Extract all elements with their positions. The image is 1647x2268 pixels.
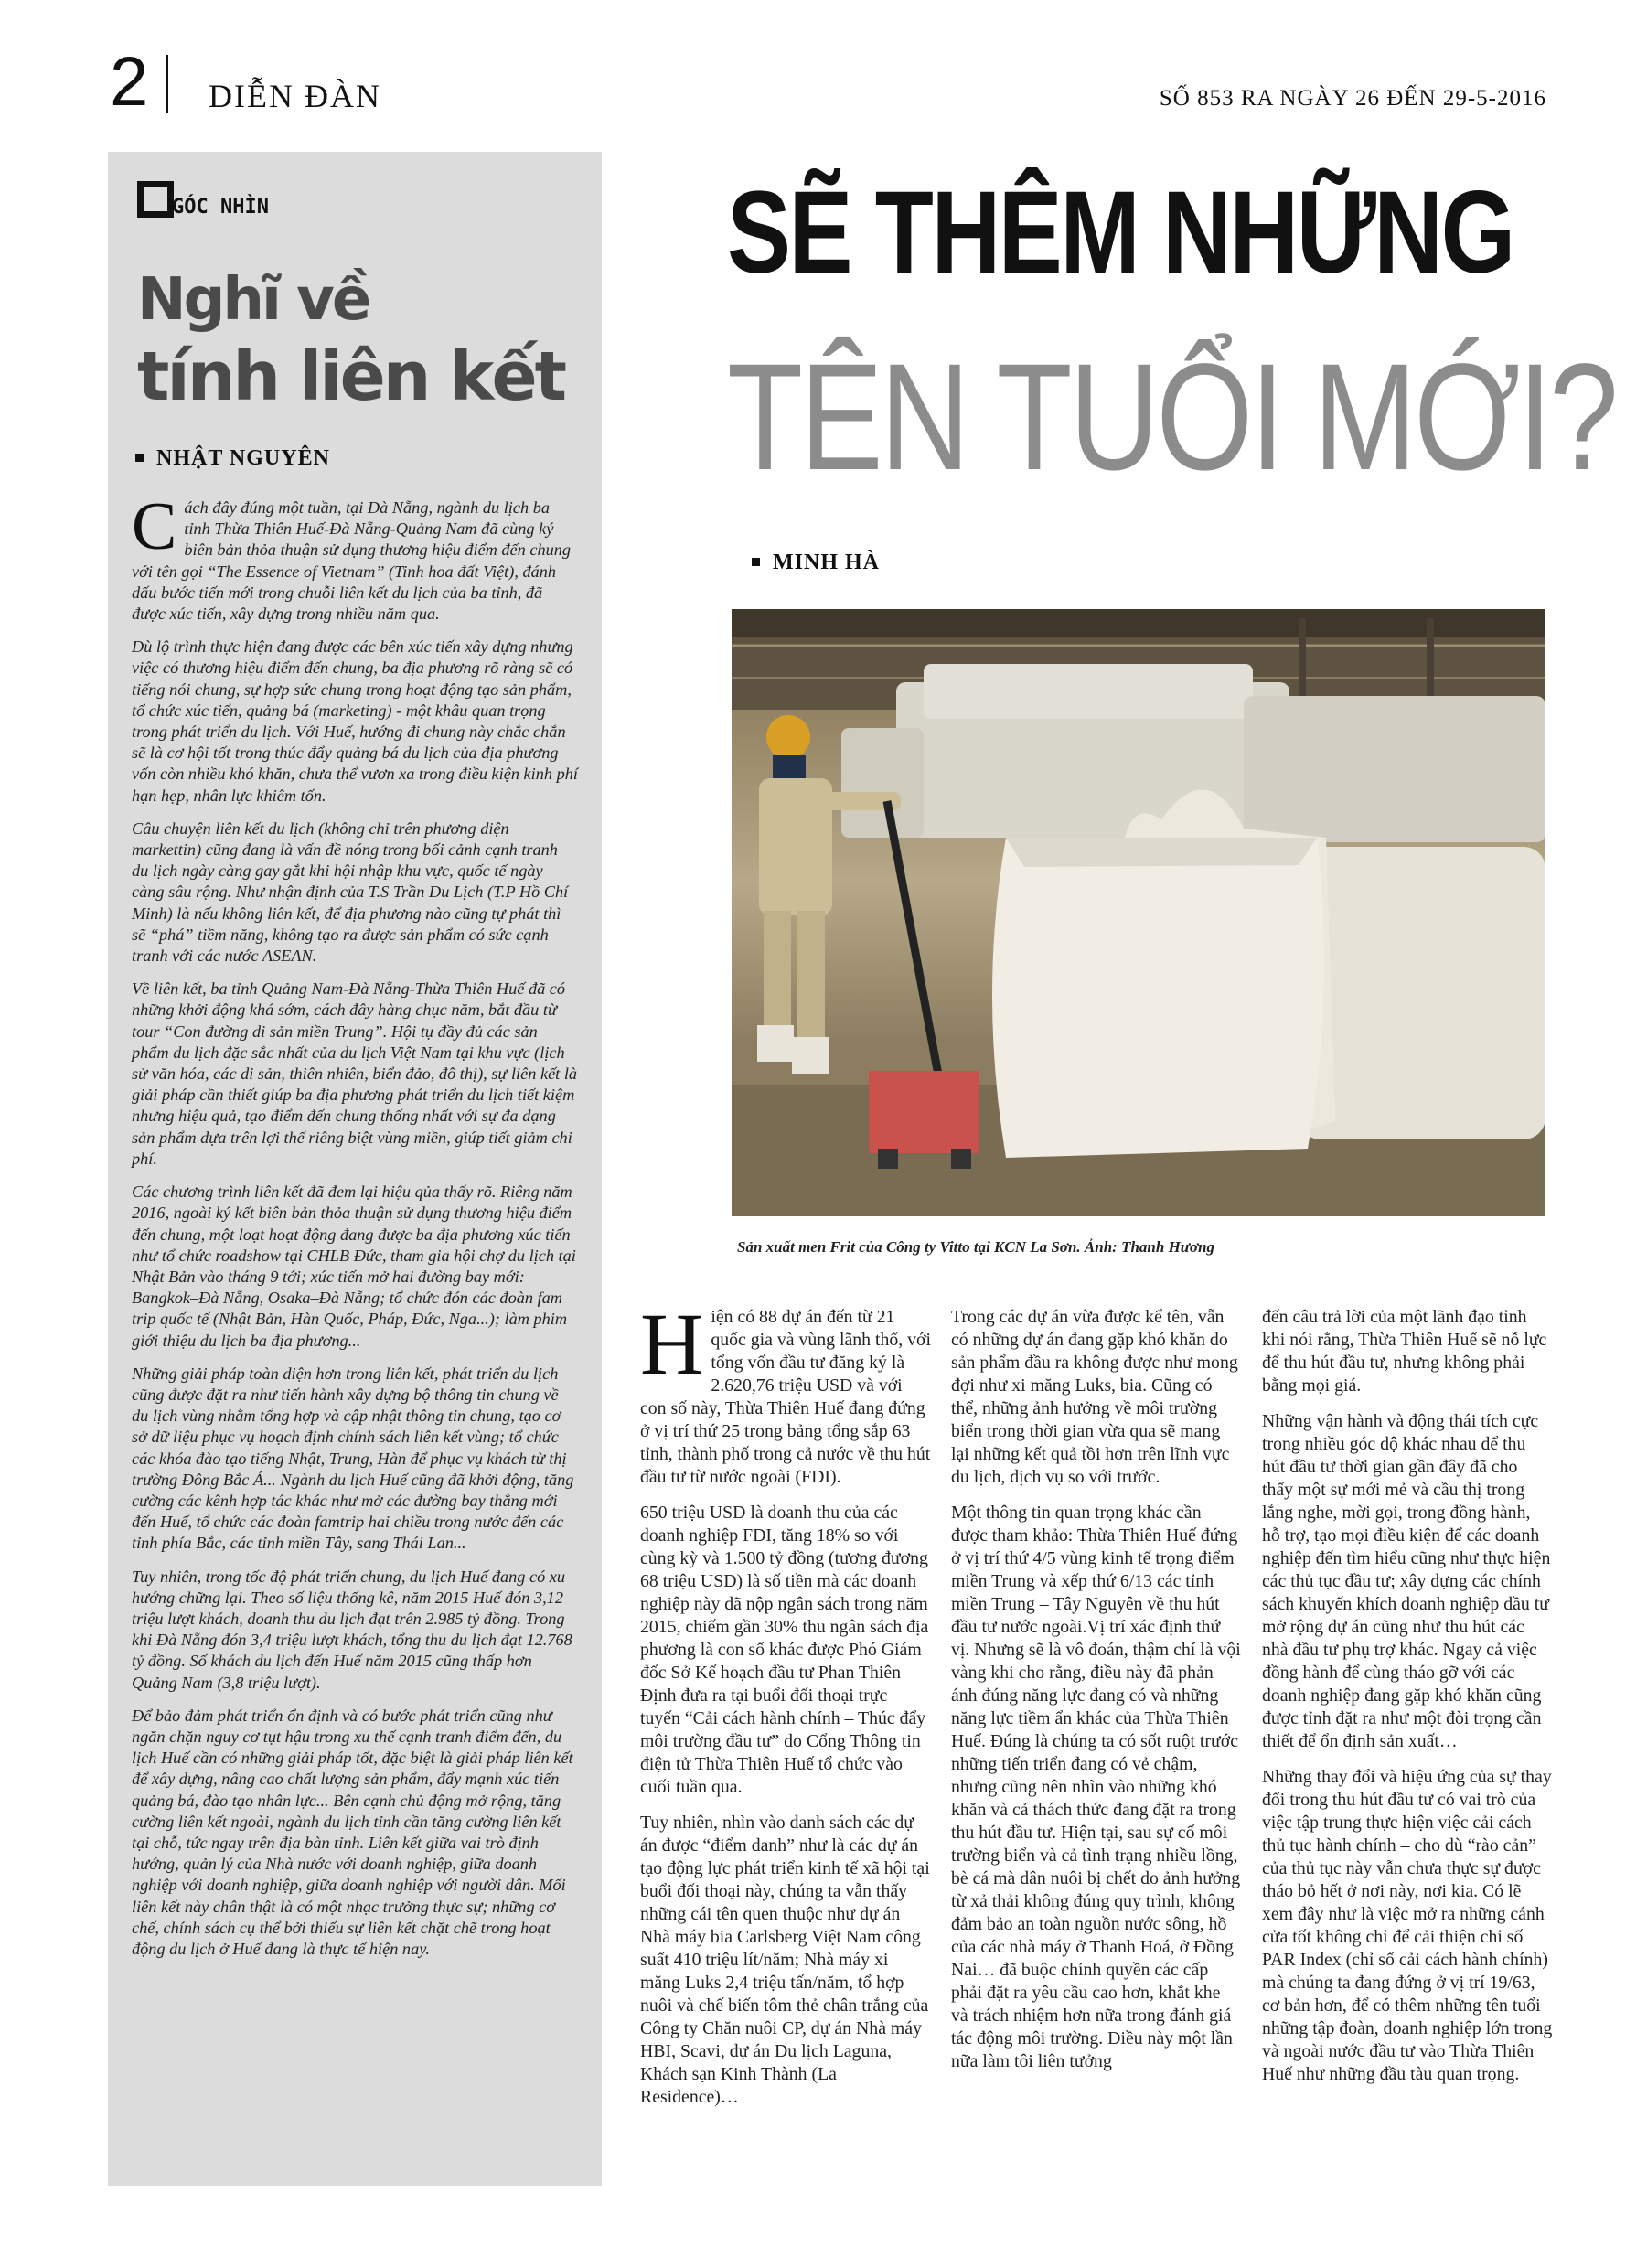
page-header [0, 0, 1647, 128]
sidebar-paragraph: Tuy nhiên, trong tốc độ phát triển chung, du lịch Huế đang có xu hướng chững lại. Theo số liệu thống kê, năm 2015 Huế đón 3,12 triệu lượt khách, doanh thu du lịch đạt trên 2.985 tỷ đồng. Trong khi Đà Nẵng đón 3,4 triệu lượt khách, tổng thu du lịch đạt 12.768 tỷ đồng. Số khách du lịch đến Huế năm 2015 cũng thấp hơn Quảng Nam (3,8 triệu lượt). [132, 1567, 572, 1692]
headline-line1: SẼ THÊM NHỮNG [727, 167, 1513, 298]
article-column-2 [951, 1306, 1242, 2086]
issue-info: SỐ 853 RA NGÀY 26 ĐẾN 29-5-2016 [1159, 86, 1546, 111]
article-author: MINH HÀ [773, 551, 880, 574]
section-name: DIỄN ĐÀN [209, 78, 381, 114]
article-paragraph: Tuy nhiên, nhìn vào danh sách các dự án được “điểm danh” như là các dự án tạo động lực phát triển kinh tế xã hội tại buổi đối thoại này, chúng ta vẫn thấy những cái tên quen thuộc như dự án Nhà máy bia Carlsberg Việt Nam công suất 410 triệu lít/năm; Nhà máy xi măng Luks 2,4 triệu tấn/năm, tổ hợp nuôi và chế biến tôm thẻ chân trắng của Công ty Chăn nuôi CP, dự án Nhà máy HBI, Scavi, dự án Du lịch Laguna, Khách sạn Kinh Thành (La Residence)… [640, 1813, 930, 2107]
sidebar-title [137, 262, 585, 415]
sidebar-paragraph: Để bảo đảm phát triển ổn định và có bước phát triển cũng như ngăn chặn nguy cơ tụt hậu trong xu thế cạnh tranh điểm đến, du lịch Huế cần có những giải pháp tốt, đặc biệt là giải pháp liên kết để xây dựng, nâng cao chất lượng sản phẩm, đẩy mạnh xúc tiến quảng bá, đào tạo nhân lực... Bên cạnh chủ động mở rộng, tăng cường liên kết ngoài, ngành du lịch tỉnh cần tăng cường liên kết tại chỗ, tức ngay trên địa bàn tỉnh. Liên kết giữa vai trò định hướng, quản lý của Nhà nước với doanh nghiệp, giữa doanh nghiệp với doanh nghiệp, giữa doanh nghiệp với người dân. Mối liên kết này chân thật là có một nhạc trưởng thực sự; những cơ chế, chính sách cụ thể bởi thiếu sự liên kết chặt chẽ trong hoạt động du lịch ở Huế đang là thực tế hiện nay. [132, 1706, 573, 1958]
headline-line2: TÊN TUỔI MỚI? [727, 333, 1616, 502]
sidebar-column [108, 152, 602, 2186]
factory-photo [732, 609, 1545, 1216]
article-paragraph: Hiện có 88 dự án đến từ 21 quốc gia và vùng lãnh thổ, với tổng vốn đầu tư đăng ký là 2.620,76 triệu USD và với con số này, Thừa Thiên Huế đang đứng ở vị trí thứ 25 trong bảng tổng sắp 63 tỉnh, thành phố trong cả nước về thu hút đầu tư từ nước ngoài (FDI). [640, 1295, 931, 1487]
square-bullet-icon [752, 558, 760, 566]
kicker-square-icon [137, 181, 174, 218]
sidebar-paragraph: Các chương trình liên kết đã đem lại hiệu qủa thấy rõ. Riêng năm 2016, ngoài ký kết biên bản thỏa thuận sử dụng thương hiệu điểm đến chung, một loạt hoạt động đang được ba địa phương xúc tiến như tổ chức roadshow tại CHLB Đức, tham gia hội chợ du lịch tại Nhật Bản vào tháng 9 tới; xúc tiến mở hai đường bay mới: Bangkok–Đà Nẵng, Osaka–Đà Nẵng; tổ chức đón các đoàn fam trip quốc tế (Nhật Bản, Hàn Quốc, Pháp, Đức, Nga...); làm phim giới thiệu du lịch ba địa phương... [132, 1182, 576, 1350]
photo-caption: Sản xuất men Frit của Công ty Vitto tại KCN La Sơn. Ảnh: Thanh Hương [737, 1238, 1215, 1256]
sidebar-paragraph: Những giải pháp toàn diện hơn trong liên kết, phát triển du lịch cũng được đặt ra như tiến hành xây dựng bộ thông tin chung về du lịch vùng nhằm tổng hợp và cập nhật thông tin chung, tạo cơ sở dữ liệu phục vụ hoạch định chính sách liên kết vùng; tổ chức các khóa đào tạo tiếng Nhật, Trung, Hàn để phục vụ khách từ thị trường Đông Bắc Á... Ngành du lịch Huế cũng đã khởi động, tăng cường các kênh hợp tác khác như mở các đường bay thẳng mới đến Huế, tổ chức các đoàn famtrip hai chiều trong nước đến các tỉnh phía Bắc, các tỉnh miền Tây, sang Thái Lan... [132, 1364, 574, 1553]
article-column-1 [640, 1295, 931, 2122]
article-dropcap: H [640, 1295, 704, 1393]
article-paragraph: đến câu trả lời của một lãnh đạo tỉnh khi nói rằng, Thừa Thiên Huế sẽ nỗ lực để thu hút đầu tư, nhưng không phải bằng mọi giá. [1262, 1307, 1547, 1396]
article-paragraph: Một thông tin quan trọng khác cần được tham khảo: Thừa Thiên Huế đứng ở vị trí thứ 4/5 vùng kinh tế trọng điểm miền Trung và xếp thứ 6/13 các tỉnh miền Trung – Tây Nguyên về thu hút đầu tư nước ngoài.Vị trí xác định thứ vị. Nhưng sẽ là vô đoán, thậm chí là vội vàng khi cho rằng, điều này đã phản ánh đúng năng lực đang có và những năng lực tiềm ẩn khác của Thừa Thiên Huế. Đúng là chúng ta có sốt ruột trước những tiến triển đang có vẻ chậm, nhưng cũng nên nhìn vào những khó khăn và cả thách thức đang đặt ra trong thu hút đầu tư. Hiện tại, sau sự cố môi trường biển và cả tình trạng nhiều lồng, bè cá mà dân nuôi bị chết do ảnh hưởng từ xả thải không đúng quy trình, không đảm bảo an toàn nguồn nước sông, hồ của các nhà máy ở Thanh Hoá, ở Đồng Nai… đã buộc chính quyền các cấp phải đặt ra yêu cầu cao hơn, khắt khe và trách nhiệm hơn nữa trong đánh giá tác động môi trường. Điều này một lần nữa làm tôi liên tưởng [951, 1503, 1241, 2071]
sidebar-paragraph: Cách đây đúng một tuần, tại Đà Nẵng, ngành du lịch ba tỉnh Thừa Thiên Huế-Đà Nẵng-Quảng Nam đã cùng ký biên bản thỏa thuận sử dụng thương hiệu điểm đến chung với tên gọi “The Essence of Vietnam” (Tinh hoa đất Việt), đánh dấu bước tiến mới trong chuỗi liên kết du lịch của ba tỉnh, đã được xúc tiến, xây dựng trong nhiều năm qua. [132, 489, 572, 624]
sidebar-dropcap: C [132, 489, 177, 564]
sidebar-body [132, 489, 578, 1972]
article-paragraph: 650 triệu USD là doanh thu của các doanh nghiệp FDI, tăng 18% so với cùng kỳ và 1.500 tỷ đồng (tương đương 68 triệu USD) là số tiền mà các doanh nghiệp này đã nộp ngân sách trong năm 2015, chiếm gần 30% thu ngân sách địa phương là con số khác được Phó Giám đốc Sở Kế hoạch đầu tư Phan Thiên Định đưa ra tại buổi đối thoại trực tuyến “Cải cách hành chính – Thúc đẩy môi trường đầu tư” do Cổng Thông tin điện tử Thừa Thiên Huế tổ chức vào cuối tuần qua. [640, 1503, 929, 1797]
article-column-3 [1262, 1306, 1553, 2099]
article-paragraph: Những vận hành và động thái tích cực trong nhiều góc độ khác nhau để thu hút đầu tư thời gian gần đây đã cho thấy một sự mới mẻ và cầu thị trong lắng nghe, mời gọi, trong đồng hành, hỗ trợ, tạo mọi điều kiện để các doanh nghiệp đến tìm hiểu cũng như thực hiện các thủ tục đầu tư; xây dựng các chính sách khuyến khích doanh nghiệp đầu tư mở rộng dự án cũng như thu hút các nhà đầu tư phụ trợ khác. Ngay cả việc đồng hành để cùng tháo gỡ với các doanh nghiệp đang gặp khó khăn cũng được tỉnh đặt ra như một đòi trọng cần thiết để ổn định sản xuất… [1262, 1411, 1551, 1751]
article-paragraph: Những thay đổi và hiệu ứng của sự thay đổi trong thu hút đầu tư có vai trò của việc tập trung thực hiện việc cải cách thủ tục hành chính – cho dù “rào cản” của thủ tục này vẫn chưa thực sự được tháo bỏ hết ở nơi này, nơi kia. Có lẽ xem đây như là việc mở ra những cánh cửa tốt không chỉ để cải thiện chỉ số PAR Index (chỉ số cải cách hành chính) mà chúng ta đang đứng ở vị trí 19/63, cơ bản hơn, để có thêm những tên tuổi những tập đoàn, doanh nghiệp lớn trong và ngoài nước đầu tư vào Thừa Thiên Huế như những đầu tàu quan trọng. [1262, 1767, 1553, 2084]
sidebar-paragraph: Về liên kết, ba tỉnh Quảng Nam-Đà Nẵng-Thừa Thiên Huế đã có những khởi động khá sớm, cách đây hàng chục năm, bắt đầu từ tour “Con đường di sản miền Trung”. Hội tụ đầy đủ các sản phẩm du lịch đặc sắc nhất của du lịch Việt Nam tại khu vực (lịch sử văn hóa, các di sản, thiên nhiên, biển đảo, đô thị), sự liên kết là giải pháp cần thiết giúp ba địa phương phát triển du lịch tiết kiệm nhưng hiệu quả, tạo điểm đến chung thống nhất với sự đa dạng sản phẩm dựa trên lợi thế riêng biệt vùng miền, giúp tiết giảm chi phí. [132, 979, 578, 1168]
sidebar-paragraph: Dù lộ trình thực hiện đang được các bên xúc tiến xây dựng nhưng việc có thương hiệu điểm đến chung, ba địa phương rõ ràng sẽ có tiếng nói chung, sự hợp sức chung trong hoạt động tạo sản phẩm, tổ chức xúc tiến, quảng bá (marketing) - một khâu quan trọng trong phát triển du lịch. Với Huế, hướng đi chung này chắc chắn sẽ là cơ hội tốt trong thúc đẩy quảng bá du lịch của địa phương vốn còn nhiều khó khăn, chưa thể vươn xa trong điều kiện kinh phí hạn hẹp, nhân lực khiêm tốn. [132, 637, 578, 805]
article-paragraph: Trong các dự án vừa được kể tên, vẫn có những dự án đang gặp khó khăn do sản phẩm đầu ra không được như mong đợi như xi măng Luks, bia. Cũng có thể, những ảnh hưởng về môi trường biển trong thời gian vừa qua sẽ mang lại những kết quả tồi hơn trên lĩnh vực du lịch, dịch vụ so với trước. [951, 1307, 1238, 1487]
header-divider [166, 55, 168, 113]
sidebar-title-line2: tính liên kết [137, 337, 565, 416]
sidebar-paragraph: Câu chuyện liên kết du lịch (không chỉ trên phương diện markettin) cũng đang là vấn đề nóng trong bối cảnh cạnh tranh du lịch ngày càng gay gắt khi hội nhập khu vực, quốc tế ngày càng sâu rộng. Như nhận định của T.S Trần Du Lịch (T.P Hồ Chí Minh) là nếu không liên kết, để địa phương nào cũng tự phát thì sẽ “phá” tiềm năng, không tạo ra được sản phẩm có sức cạnh tranh với các nước ASEAN. [132, 818, 569, 966]
sidebar-author: NHẬT NGUYÊN [156, 446, 330, 470]
sidebar-byline [135, 446, 330, 471]
square-bullet-icon [135, 454, 144, 462]
factory-photo-illustration [732, 609, 1545, 1216]
article-byline [752, 551, 880, 575]
sidebar-title-line1: Nghĩ về [137, 266, 369, 334]
page-number: 2 [110, 43, 149, 121]
sidebar-kicker: GÓC NHÌN [172, 196, 269, 219]
